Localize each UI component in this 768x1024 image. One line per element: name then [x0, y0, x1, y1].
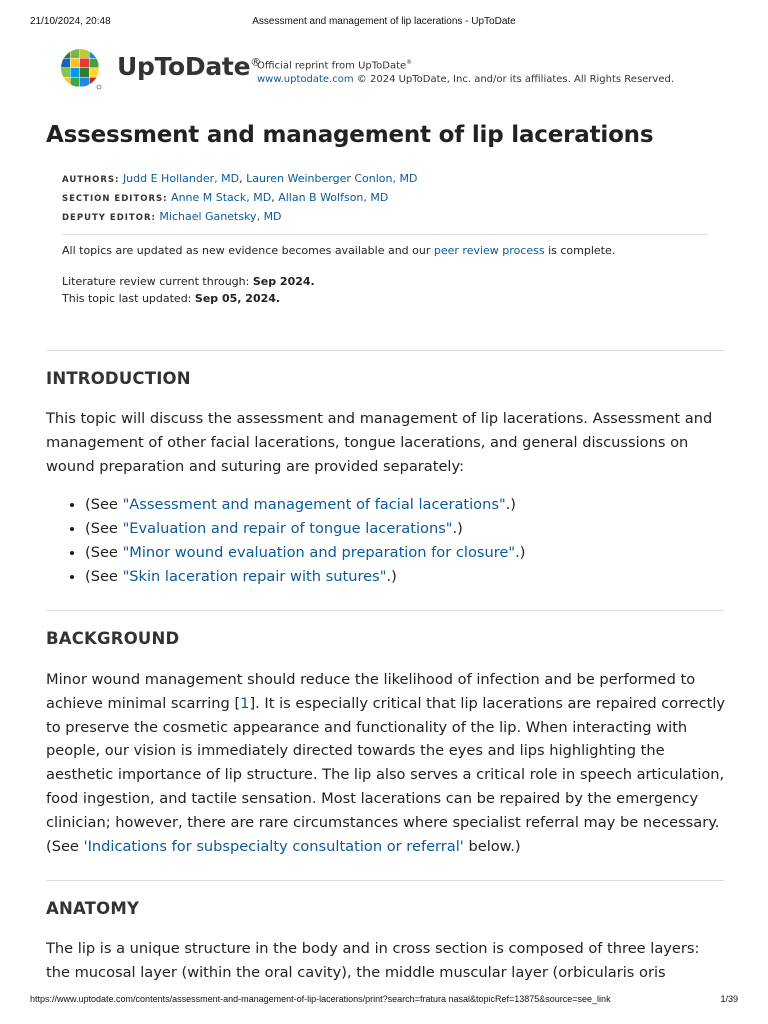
reprint-notice: Official reprint from UpToDate® www.uptodate.com © 2024 UpToDate, Inc. and/or its affiliates. All Rights Reserved.	[257, 59, 675, 86]
list-item: • (See "Skin laceration repair with sutures".)	[85, 565, 525, 589]
peer-review-link[interactable]: peer review process	[433, 244, 545, 257]
credit-row: AUTHORS: Judd E Hollander, MD, Lauren Weinberger Conlon, MD	[62, 172, 418, 185]
credit-role: AUTHORS:	[62, 175, 120, 185]
subspecialty-referral-link[interactable]: 'Indications for subspecialty consultation or referral'	[83, 837, 464, 855]
print-footer	[30, 994, 738, 1008]
background-text: Minor wound management should reduce the likelihood of infection and be performed to achieve minimal scarring [1]. It is especially critical that lip lacerations are repaired correctly to preserve the cosmetic appearance and functionality of the lip. When interacting with people, our vision is immediately directed towards the eyes and lips highlighting the aesthetic importance of lip structure. The lip also serves a critical role in speech articulation, food ingestion, and tactile sensation. Most lacerations can be repaired by the emergency clinician; however, there are rare circumstances where specialist referral may be necessary. (See 'Indications for subspecialty consultation or referral' below.)	[46, 671, 726, 855]
anatomy-heading: ANATOMY	[46, 899, 140, 918]
divider	[62, 234, 708, 235]
credit-name-link[interactable]: Anne M Stack, MD	[171, 191, 272, 204]
credit-name-link[interactable]: Allan B Wolfson, MD	[278, 191, 389, 204]
last-updated: This topic last updated: Sep 05, 2024.	[62, 292, 281, 305]
credit-name-link[interactable]: Lauren Weinberger Conlon, MD	[246, 172, 418, 185]
related-topic-link[interactable]: "Minor wound evaluation and preparation for closure"	[122, 544, 516, 561]
credit-name-link[interactable]: Michael Ganetsky, MD	[159, 210, 282, 223]
literature-review: Literature review current through: Sep 2024.	[62, 275, 315, 288]
related-topic-link[interactable]: "Evaluation and repair of tongue lacerations"	[122, 520, 453, 537]
uptodate-logo-icon	[60, 48, 102, 90]
uptodate-site-link[interactable]: www.uptodate.com	[257, 74, 354, 86]
reprint-line: Official reprint from UpToDate	[257, 60, 407, 72]
print-url: https://www.uptodate.com/contents/assessment-and-management-of-lip-lacerations/print?search=fratura nasal&topicRef=13875&source=see_link	[30, 994, 611, 1004]
reference-link[interactable]: 1	[240, 694, 250, 712]
background-heading: BACKGROUND	[46, 629, 180, 648]
list-item: • (See "Minor wound evaluation and preparation for closure".)	[85, 541, 525, 565]
print-title: Assessment and management of lip lacerations - UpToDate	[252, 16, 516, 27]
section-divider	[46, 610, 724, 611]
section-divider	[46, 350, 724, 351]
related-topics-list	[46, 493, 525, 589]
lit-review-date: Sep 2024.	[252, 275, 315, 288]
credit-name-link[interactable]: Judd E Hollander, MD	[122, 172, 240, 185]
list-item: • (See "Evaluation and repair of tongue lacerations".)	[85, 517, 525, 541]
credit-role: SECTION EDITORS:	[62, 194, 168, 204]
brand-name: UpToDate®	[117, 52, 261, 81]
print-header	[30, 16, 738, 30]
list-item: • (See "Assessment and management of facial lacerations".)	[85, 493, 525, 517]
credit-row: SECTION EDITORS: Anne M Stack, MD, Allan B Wolfson, MD	[62, 191, 389, 204]
print-datetime: 21/10/2024, 20:48	[30, 16, 111, 27]
updated-date: Sep 05, 2024.	[194, 292, 281, 305]
credits-block	[62, 170, 417, 227]
related-topic-link[interactable]: "Skin laceration repair with sutures"	[122, 568, 387, 585]
introduction-heading: INTRODUCTION	[46, 369, 191, 388]
anatomy-text: The lip is a unique structure in the body and in cross section is composed of three layers: the mucosal layer (within the oral cavity), the middle muscular layer (orbicularis oris	[46, 940, 700, 981]
page-title: Assessment and management of lip lacerations	[46, 122, 654, 148]
credit-role: DEPUTY EDITOR:	[62, 213, 156, 223]
section-divider	[46, 880, 724, 881]
page-number: 1/39	[720, 994, 738, 1004]
introduction-text: This topic will discuss the assessment and management of lip lacerations. Assessment and management of other facial lacerations, tongue lacerations, and general discussions on wound preparation and suturing are provided separately:	[46, 410, 713, 475]
credit-row	[62, 208, 417, 227]
copyright-text: © 2024 UpToDate, Inc. and/or its affiliates. All Rights Reserved.	[356, 74, 675, 86]
related-topic-link[interactable]: "Assessment and management of facial lacerations"	[122, 496, 506, 513]
review-notice: All topics are updated as new evidence becomes available and our peer review process is complete.	[62, 244, 616, 257]
